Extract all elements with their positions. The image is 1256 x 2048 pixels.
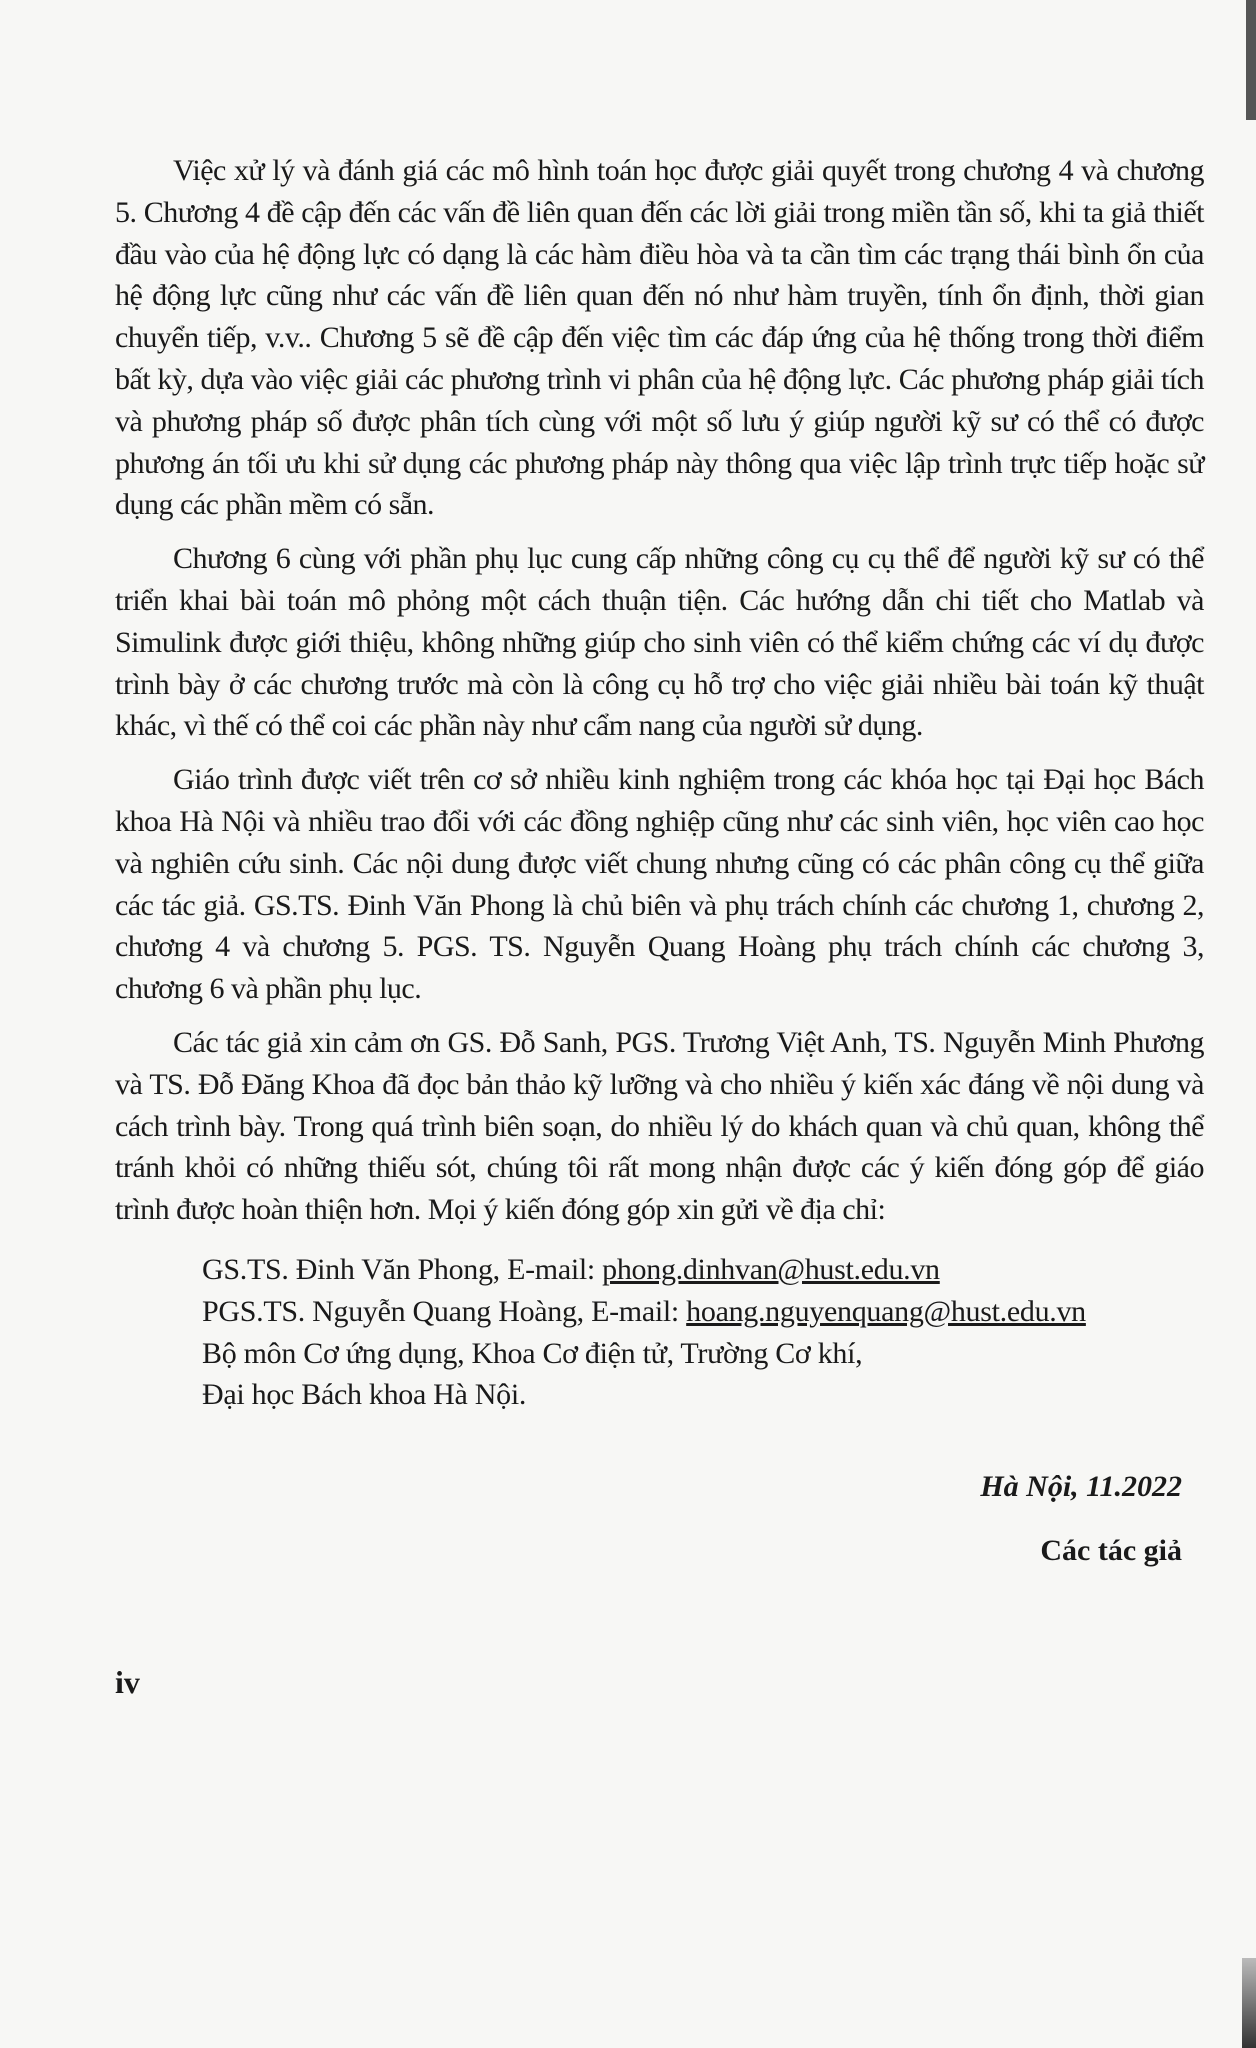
paragraph-authorship: Giáo trình được viết trên cơ sở nhiều kinh nghiệm trong các khóa học tại Đại học Bách khoa Hà Nội và nhiều trao đổi với các đồng nghiệp cũng như các sinh viên, học viên cao học và nghiên cứu sinh. Các nội dung được viết chung nhưng cũng có các phân công cụ thể giữa các tác giả. GS.TS. Đinh Văn Phong là chủ biên và phụ trách chính các chương 1, chương 2, chương 4 và chương 5. PGS. TS. Nguyễn Quang Hoàng phụ trách chính các chương 3, chương 6 và phần phụ lục. bbox=[115, 763, 1204, 1006]
email-link-2[interactable]: hoang.nguyenquang@hust.edu.vn bbox=[686, 1294, 1086, 1328]
department-line: Bộ môn Cơ ứng dụng, Khoa Cơ điện tử, Trường Cơ khí, bbox=[202, 1336, 863, 1370]
signature: Các tác giả bbox=[1040, 1533, 1182, 1567]
email-link-1[interactable]: phong.dinhvan@hust.edu.vn bbox=[602, 1252, 940, 1286]
contact-address bbox=[202, 1249, 1204, 1416]
author-1: GS.TS. Đinh Văn Phong, E-mail: bbox=[202, 1252, 603, 1286]
paragraph-acknowledgements: Các tác giả xin cảm ơn GS. Đỗ Sanh, PGS. Trương Việt Anh, TS. Nguyễn Minh Phương và TS. Đỗ Đăng Khoa đã đọc bản thảo kỹ lưỡng và cho nhiều ý kiến xác đáng về nội dung và cách trình bày. Trong quá trình biên soạn, do nhiều lý do khách quan và chủ quan, không thể tránh khỏi có những thiếu sót, chúng tôi rất mong nhận được các ý kiến đóng góp để giáo trình được hoàn thiện hơn. Mọi ý kiến đóng góp xin gửi về địa chỉ: bbox=[115, 1025, 1204, 1227]
paragraph-chapters-4-5: Việc xử lý và đánh giá các mô hình toán học được giải quyết trong chương 4 và chương 5. Chương 4 đề cập đến các vấn đề liên quan đến các lời giải trong miền tần số, khi ta giả thiết đầu vào của hệ động lực có dạng là các hàm điều hòa và ta cần tìm các trạng thái bình ổn của hệ động lực cũng như các vấn đề liên quan đến nó như hàm truyền, tính ổn định, thời gian chuyển tiếp, v.v.. Chương 5 sẽ đề cập đến việc tìm các đáp ứng của hệ thống trong thời điểm bất kỳ, dựa vào việc giải các phương trình vi phân của hệ động lực. Các phương pháp giải tích và phương pháp số được phân tích cùng với một số lưu ý giúp người kỹ sư có thể có được phương án tối ưu khi sử dụng các phương pháp này thông qua việc lập trình trực tiếp hoặc sử dụng các phần mềm có sẵn. bbox=[115, 154, 1204, 522]
place-date: Hà Nội, 11.2022 bbox=[980, 1470, 1182, 1504]
author-2: PGS.TS. Nguyễn Quang Hoàng, E-mail: bbox=[202, 1294, 687, 1328]
page-edge-shadow bbox=[1246, 0, 1256, 120]
page-body bbox=[115, 0, 1204, 1742]
page-corner-shadow bbox=[1242, 1958, 1256, 2048]
university-line: Đại học Bách khoa Hà Nội. bbox=[202, 1378, 527, 1412]
page-number: iv bbox=[115, 1663, 140, 1700]
contact-line-1 bbox=[202, 1249, 1204, 1291]
paragraph-chapter-6: Chương 6 cùng với phần phụ lục cung cấp những công cụ cụ thể để người kỹ sư có thể triển khai bài toán mô phỏng một cách thuận tiện. Các hướng dẫn chi tiết cho Matlab và Simulink được giới thiệu, không những giúp cho sinh viên có thể kiểm chứng các ví dụ được trình bày ở các chương trước mà còn là công cụ hỗ trợ cho việc giải nhiều bài toán kỹ thuật khác, vì thế có thể coi các phần này như cẩm nang của người sử dụng. bbox=[115, 542, 1204, 743]
contact-line-2 bbox=[202, 1291, 1204, 1333]
